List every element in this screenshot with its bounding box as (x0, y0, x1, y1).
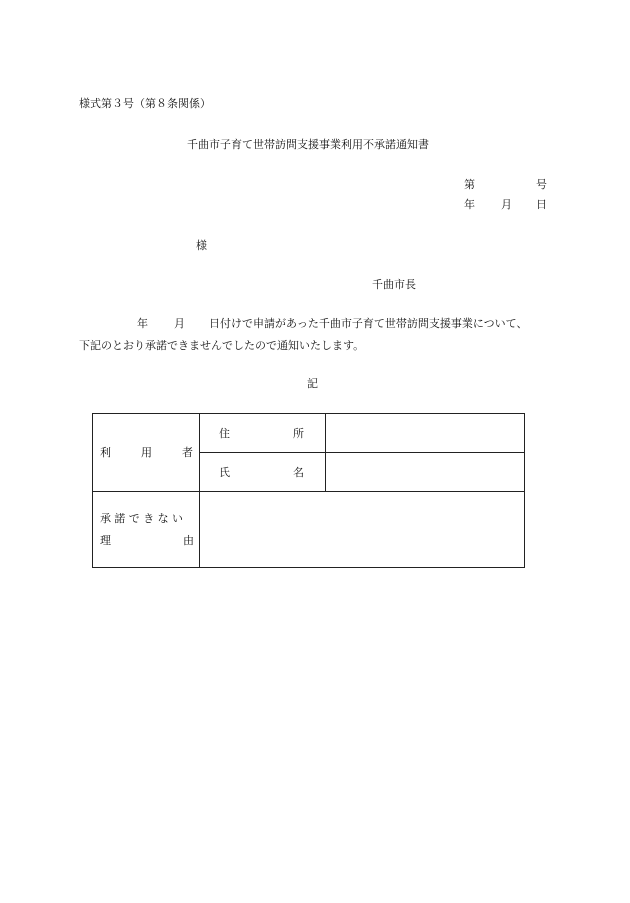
ref-dai: 第 (464, 178, 475, 191)
name-value-cell[interactable] (326, 453, 525, 492)
body-text-1: 日付けで申請があった千曲市子育て世帯訪問支援事業について、 (209, 317, 528, 330)
address-label-cell (200, 414, 326, 453)
date-day: 日 (536, 198, 547, 211)
document-title: 千曲市子育て世帯訪問支援事業利用不承諾通知書 (187, 138, 429, 151)
ref-go: 号 (536, 178, 547, 191)
record-table (92, 413, 525, 568)
name-label-cell (200, 453, 326, 492)
date-month: 月 (501, 198, 512, 211)
body-line-2: 下記のとおり承諾できませんでしたので通知いたします。 (79, 339, 365, 352)
body-year: 年 (137, 317, 148, 330)
reason-label-char: 理 (100, 534, 111, 547)
user-label-char: 者 (182, 446, 193, 459)
sender-mayor: 千曲市長 (372, 278, 416, 291)
user-label-cell (93, 414, 200, 492)
reason-label-char: 由 (183, 534, 194, 547)
reason-label-line1: 承諾できない (100, 512, 187, 525)
address-label-char: 所 (293, 426, 304, 440)
form-number: 様式第３号（第８条関係） (79, 97, 211, 110)
user-label-char: 利 (100, 446, 111, 459)
address-label-char: 住 (219, 426, 230, 440)
name-label-char: 氏 (219, 465, 230, 479)
reason-value-cell[interactable] (200, 492, 525, 568)
body-month: 月 (174, 317, 185, 330)
name-label-char: 名 (293, 465, 304, 479)
addressee-honorific: 様 (196, 239, 207, 252)
ki-heading: 記 (307, 377, 318, 390)
reason-label-cell (93, 492, 200, 568)
address-value-cell[interactable] (326, 414, 525, 453)
date-year: 年 (464, 198, 475, 211)
user-label-char: 用 (141, 446, 152, 459)
